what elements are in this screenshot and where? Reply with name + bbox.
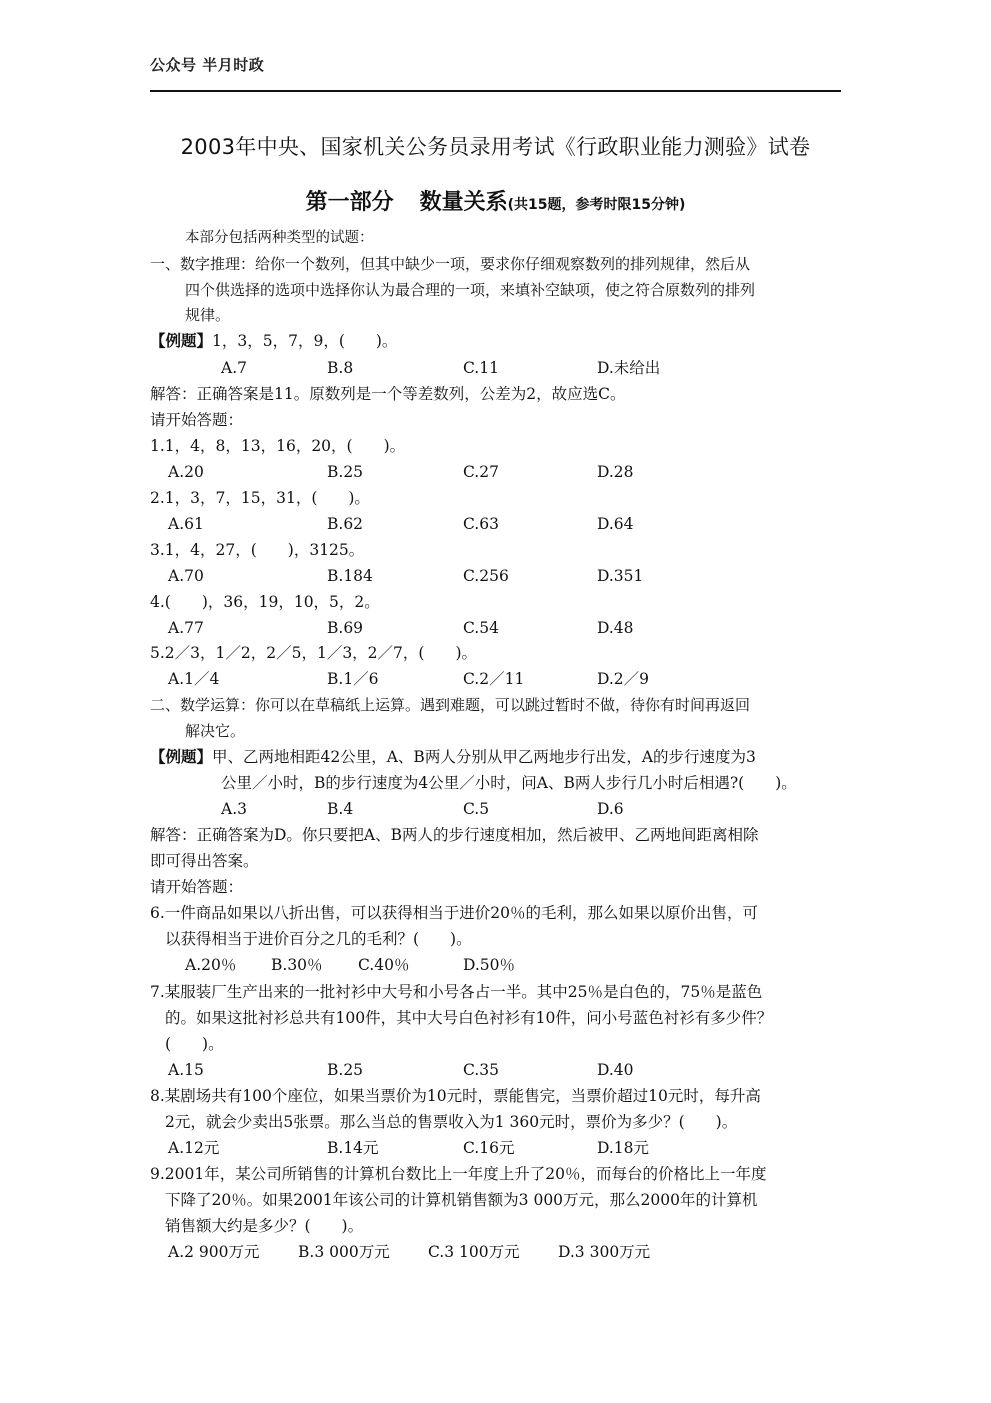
part2-example-line1: [150, 748, 842, 766]
question-7-line1: 7.某服装厂生产出来的一批衬衫中大号和小号各占一半。其中25％是白色的，75％是蓝色: [150, 983, 763, 1001]
example-option-b: B.8: [327, 359, 354, 377]
example2-stem-line1: 甲、乙两地相距42公里，A、B两人分别从甲乙两地步行出发，A的步行速度为3: [212, 748, 756, 766]
question-7-line3: ( )。: [165, 1035, 224, 1053]
question-9-line3: 销售额大约是多少？( )。: [165, 1217, 364, 1235]
question-6-option-b: B.30％: [271, 956, 323, 974]
question-1-stem: 1.1，4，8，13，16，20，( )。: [150, 437, 406, 455]
part1-start: 请开始答题：: [150, 411, 244, 429]
question-6-option-a: A.20％: [185, 956, 237, 974]
section-label: 数量关系: [419, 190, 508, 215]
question-6-line2: 以获得相当于进价百分之几的毛利？( )。: [165, 930, 472, 948]
example-option-d: D.未给出: [597, 359, 661, 377]
example-stem: 1，3，5，7，9，( )。: [212, 332, 398, 350]
header-account: 公众号 半月时政: [150, 56, 265, 74]
question-2-option-b: B.62: [327, 515, 364, 533]
example2-option-d: D.6: [597, 800, 624, 818]
question-1-option-c: C.27: [463, 463, 499, 481]
example-answer: 解答：正确答案是11。原数列是一个等差数列，公差为2，故应选C。: [150, 385, 626, 403]
question-4-option-b: B.69: [327, 619, 364, 637]
question-9-line2: 下降了20％。如果2001年该公司的计算机销售额为3 000万元，那么2000年的计算机: [165, 1191, 758, 1209]
question-4-option-a: A.77: [168, 619, 204, 637]
question-5-stem: 5.2／3，1／2，2／5，1／3，2／7，( )。: [150, 644, 477, 662]
question-9-option-c: C.3 100万元: [428, 1243, 520, 1261]
question-8-line1: 8.某剧场共有100个座位，如果当票价为10元时，票能售完，当票价超过10元时，每升高: [150, 1087, 761, 1105]
question-6-option-d: D.50％: [463, 956, 516, 974]
example2-option-a: A.3: [221, 800, 247, 818]
question-4-option-c: C.54: [463, 619, 499, 637]
part1-heading-line1: 一、数字推理：给你一个数列，但其中缺少一项，要求你仔细观察数列的排列规律，然后从: [150, 255, 751, 273]
question-7-line2: 的。如果这批衬衫总共有100件，其中大号白色衬衫有10件，问小号蓝色衬衫有多少件？: [165, 1009, 773, 1027]
question-9-option-d: D.3 300万元: [558, 1243, 651, 1261]
question-2-option-c: C.63: [463, 515, 499, 533]
question-2-option-d: D.64: [597, 515, 634, 533]
example2-option-b: B.4: [327, 800, 354, 818]
question-4-stem: 4.( )，36，19，10，5，2。: [150, 593, 380, 611]
question-3-option-d: D.351: [597, 567, 644, 585]
question-7-option-b: B.25: [327, 1061, 364, 1079]
question-8-line2: 2元，就会少卖出5张票。那么当总的售票收入为1 360元时，票价为多少？( )。: [165, 1113, 738, 1131]
example2-answer-line1: 解答：正确答案为D。你只要把A、B两人的步行速度相加，然后被甲、乙两地间距离相除: [150, 826, 759, 844]
question-8-option-b: B.14元: [327, 1139, 379, 1157]
question-5-option-d: D.2／9: [597, 670, 650, 688]
question-3-option-c: C.256: [463, 567, 509, 585]
question-1-option-d: D.28: [597, 463, 634, 481]
question-5-option-a: A.1／4: [168, 670, 220, 688]
question-1-option-a: A.20: [168, 463, 204, 481]
question-6-option-c: C.40％: [358, 956, 410, 974]
question-2-option-a: A.61: [168, 515, 204, 533]
question-9-option-a: A.2 900万元: [168, 1243, 260, 1261]
question-8-option-d: D.18元: [597, 1139, 650, 1157]
question-4-option-d: D.48: [597, 619, 634, 637]
part1-heading-line2: 四个供选择的选项中选择你认为最合理的一项，来填补空缺项，使之符合原数列的排列: [185, 281, 756, 299]
question-5-option-c: C.2／11: [463, 670, 525, 688]
question-8-option-a: A.12元: [168, 1139, 220, 1157]
example-option-c: C.11: [463, 359, 499, 377]
part-label: 第一部分: [305, 190, 394, 215]
example2-option-c: C.5: [463, 800, 490, 818]
question-7-option-c: C.35: [463, 1061, 499, 1079]
question-1-option-b: B.25: [327, 463, 364, 481]
example-option-a: A.7: [221, 359, 247, 377]
question-5-option-b: B.1／6: [327, 670, 379, 688]
part2-start: 请开始答题：: [150, 878, 244, 896]
document-title: 2003年中央、国家机关公务员录用考试《行政职业能力测验》试卷: [180, 135, 811, 159]
question-9-line1: 9.2001年，某公司所销售的计算机台数比上一年度上升了20％，而每台的价格比上一年度: [150, 1165, 767, 1183]
part2-heading-line2: 解决它。: [185, 722, 246, 740]
example2-answer-line2: 即可得出答案。: [150, 852, 259, 870]
question-3-stem: 3.1，4，27，( )，3125。: [150, 541, 365, 559]
question-9-option-b: B.3 000万元: [298, 1243, 390, 1261]
section-subtitle: [150, 185, 841, 216]
question-3-option-a: A.70: [168, 567, 204, 585]
question-2-stem: 2.1，3，7，15，31，( )。: [150, 489, 370, 507]
example2-label: 【例题】: [150, 748, 213, 766]
question-3-option-b: B.184: [327, 567, 373, 585]
section-note: (共15题，参考时限15分钟): [507, 197, 686, 213]
question-8-option-c: C.16元: [463, 1139, 515, 1157]
question-7-option-d: D.40: [597, 1061, 634, 1079]
intro-text: 本部分包括两种类型的试题：: [185, 230, 374, 246]
part2-heading-line1: 二、数学运算：你可以在草稿纸上运算。遇到难题，可以跳过暂时不做，待你有时间再返回: [150, 696, 751, 714]
example2-stem-line2: 公里／小时，B的步行速度为4公里／小时，问A、B两人步行几小时后相遇?( )。: [221, 774, 797, 792]
example-label: 【例题】: [150, 332, 213, 350]
question-6-line1: 6.一件商品如果以八折出售，可以获得相当于进价20％的毛利，那么如果以原价出售，可: [150, 904, 759, 922]
header-rule: [150, 90, 841, 92]
part1-heading-line3: 规律。: [185, 306, 231, 324]
question-7-option-a: A.15: [168, 1061, 204, 1079]
part1-example: [150, 332, 842, 350]
